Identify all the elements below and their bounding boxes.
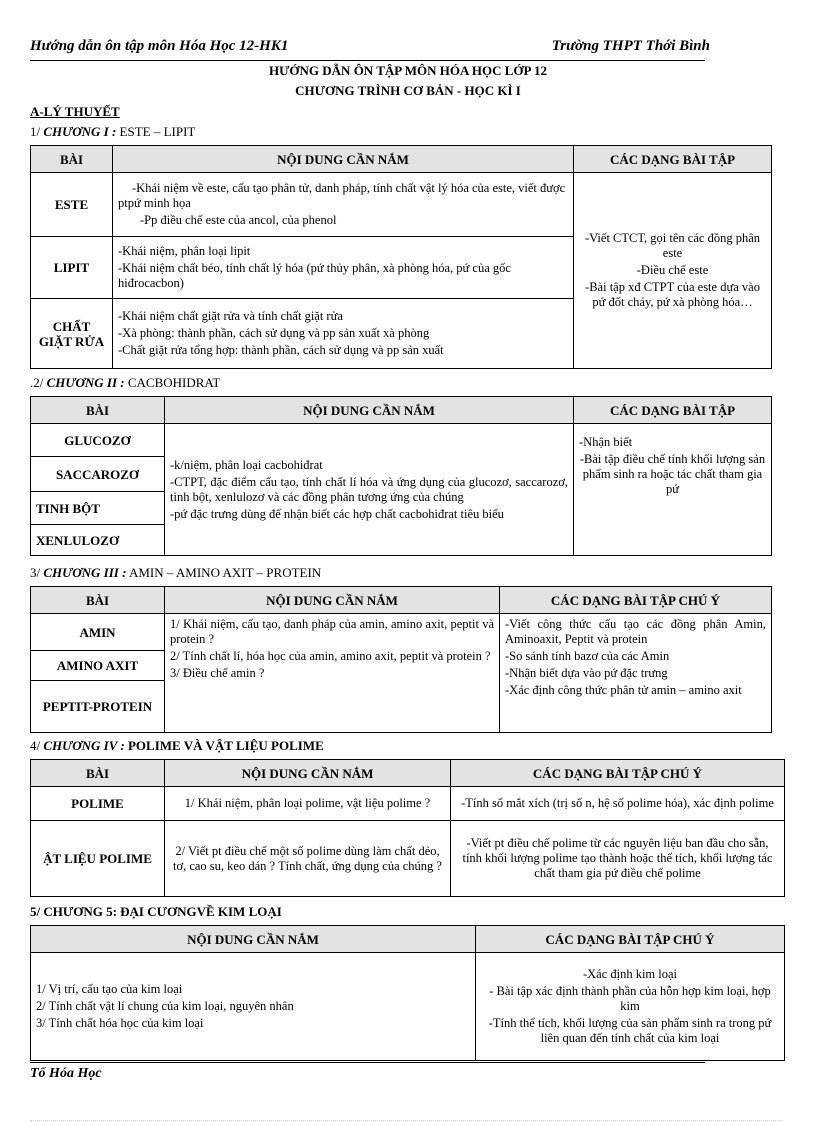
ch1-dang — [574, 173, 772, 369]
ch4-h-dang: CÁC DẠNG BÀI TẬP CHÚ Ý — [451, 760, 785, 787]
ch4-table — [30, 759, 785, 897]
ch1-dang2: -Điều chế este — [636, 263, 709, 277]
section-a — [30, 104, 120, 120]
ch3-h-bai: BÀI — [31, 587, 165, 614]
ch5-dang1: -Xác định kim loại — [582, 967, 678, 981]
ch5-nd — [31, 953, 476, 1061]
ch2-bai-1: SACCAROZƠ — [31, 457, 165, 492]
ch1-name: ESTE – LIPIT — [119, 124, 196, 139]
ch3-dang4: -Xác định công thức phân tử amin – amino axit — [505, 683, 742, 697]
doc-title-2: CHƯƠNG TRÌNH CƠ BẢN - HỌC KÌ I — [295, 83, 521, 98]
ch4-prefix: 4/ — [30, 738, 41, 753]
ch3-nd — [165, 614, 500, 733]
ch2-dang — [574, 424, 772, 556]
ch2-nd1: -k/niệm, phân loại cacbohiđrat — [170, 457, 323, 472]
ch3-dang3: -Nhận biết dựa vào pứ đặc trưng — [505, 666, 668, 680]
ch1-r1-nd — [113, 173, 574, 237]
ch3-heading — [30, 565, 321, 581]
ch4-h-nd: NỘI DUNG CẦN NẮM — [165, 760, 451, 787]
ch2-h-dang: CÁC DẠNG BÀI TẬP — [574, 397, 772, 424]
ch2-h-nd: NỘI DUNG CẦN NẮM — [165, 397, 574, 424]
ch1-h-nd: NỘI DUNG CẦN NẮM — [113, 146, 574, 173]
ch4-name: POLIME VÀ VẬT LIỆU POLIME — [127, 738, 324, 753]
section-a-title: A-LÝ THUYẾT — [30, 104, 120, 119]
page-bottom-rule — [30, 1120, 782, 1121]
ch1-heading — [30, 124, 195, 140]
ch5-title: 5/ CHƯƠNG 5: ĐẠI CƯƠNGVỀ KIM LOẠI — [30, 904, 282, 919]
ch4-r1-dang: -Tính số mắt xích (trị số n, hệ số polime hóa), xác định polime — [451, 787, 785, 821]
page-header — [30, 38, 782, 58]
ch1-r1-nd2: -Pp điều chế este của ancol, của phenol — [140, 213, 337, 227]
ch2-heading — [30, 375, 220, 391]
ch2-dang1: -Nhận biết — [579, 435, 633, 449]
ch2-bai-0: GLUCOZƠ — [31, 424, 165, 457]
ch3-dang1: -Viết công thức cấu tạo các đồng phân Amin, Aminoaxit, Peptit và protein — [505, 617, 766, 646]
ch2-nd — [165, 424, 574, 556]
ch2-label: CHƯƠNG II : — [46, 375, 125, 390]
footer-text: Tổ Hóa Học — [30, 1066, 102, 1081]
ch1-r2-bai: LIPIT — [31, 237, 113, 299]
ch4-r2-bai: ẬT LIỆU POLIME — [31, 821, 165, 897]
ch1-r3-nd1: -Khái niệm chất giặt rửa và tính chất giặt rửa — [118, 309, 343, 323]
ch4-r2-dang: -Viết pt điều chế polime từ các nguyên liệu ban đầu cho sẵn, tính khối lượng polime tạo thành hoặc thể tích, khối lượng tác chất tham gia pứ điều chế polime — [451, 821, 785, 897]
ch4-r1-bai: POLIME — [31, 787, 165, 821]
ch5-nd3: 3/ Tính chất hóa học của kim loại — [36, 1016, 204, 1030]
ch2-prefix: .2/ — [30, 375, 44, 390]
ch4-r1-nd: 1/ Khái niệm, phân loại polime, vật liệu polime ? — [165, 787, 451, 821]
ch1-r3-nd — [113, 299, 574, 369]
ch1-label: CHƯƠNG I : — [43, 124, 117, 139]
ch3-prefix: 3/ — [30, 565, 41, 580]
ch3-nd3: 3/ Điều chế amin ? — [170, 666, 265, 680]
ch2-bai-2: TINH BỘT — [31, 492, 165, 525]
header-left: Hướng dẫn ôn tập môn Hóa Học 12-HK1 — [30, 38, 289, 54]
ch5-dang2: - Bài tập xác định thành phần của hỗn hợp kim loại, hợp kim — [489, 984, 771, 1013]
ch3-dang — [500, 614, 772, 733]
ch1-r3-nd2: -Xà phòng: thành phần, cách sử dụng và pp sản xuất xà phòng — [118, 326, 430, 340]
ch1-table — [30, 145, 772, 369]
footer-rule — [30, 1062, 705, 1063]
ch1-dang1: -Viết CTCT, gọi tên các đồng phân este — [584, 231, 760, 260]
ch3-name: AMIN – AMINO AXIT – PROTEIN — [128, 565, 322, 580]
ch1-h-bai: BÀI — [31, 146, 113, 173]
ch1-r1-bai: ESTE — [31, 173, 113, 237]
ch3-bai-1: AMINO AXIT — [31, 651, 165, 681]
ch2-table — [30, 396, 772, 556]
ch3-nd1: 1/ Khái niệm, cấu tạo, danh pháp của amin, amino axit, peptit và protein ? — [170, 617, 494, 646]
ch1-h-dang: CÁC DẠNG BÀI TẬP — [574, 146, 772, 173]
ch1-r1-nd1: -Khái niệm về este, cấu tạo phân tử, danh pháp, tính chất vật lý hóa của este, viết được ptpứ minh họa — [118, 181, 566, 210]
ch5-h-nd: NỘI DUNG CẦN NẮM — [31, 926, 476, 953]
ch3-bai-0: AMIN — [31, 614, 165, 651]
ch5-dang — [476, 953, 785, 1061]
ch1-r2-nd — [113, 237, 574, 299]
ch1-r2-nd1: -Khái niệm, phân loại lipit — [118, 244, 251, 258]
ch2-h-bai: BÀI — [31, 397, 165, 424]
ch5-heading — [30, 904, 282, 920]
ch2-nd2: -CTPT, đặc điểm cấu tạo, tính chất lí hóa và ứng dụng của glucozơ, saccarozơ, tinh bột, xenlulozơ và các đồng phân tương ứng của chúng — [170, 474, 568, 504]
ch4-r2-nd: 2/ Viết pt điều chế một số polime dùng làm chất dẻo, tơ, cao su, keo dán ? Tính chất, ứng dụng của chúng ? — [165, 821, 451, 897]
ch3-dang2: -So sánh tính bazơ của các Amin — [505, 649, 670, 663]
ch1-dang3: -Bài tập xđ CTPT của este dựa vào pứ đốt cháy, pứ xà phòng hóa… — [585, 280, 760, 309]
ch1-prefix: 1/ — [30, 124, 41, 139]
ch3-nd2: 2/ Tính chất lí, hóa học của amin, amino axit, peptit và protein ? — [170, 649, 491, 663]
ch2-name: CACBOHIDRAT — [127, 375, 221, 390]
doc-title-1: HƯỚNG DẪN ÔN TẬP MÔN HÓA HỌC LỚP 12 — [268, 63, 548, 78]
header-rule — [30, 60, 705, 61]
header-right: Trường THPT Thới Bình — [551, 38, 710, 54]
ch4-label: CHƯƠNG IV : — [43, 738, 125, 753]
ch3-label: CHƯƠNG III : — [43, 565, 127, 580]
ch3-bai-2: PEPTIT-PROTEIN — [31, 681, 165, 733]
ch2-bai-3: XENLULOZƠ — [31, 525, 165, 556]
ch4-heading — [30, 738, 324, 754]
ch1-r3-bai: CHẤT GIẶT RỬA — [31, 299, 113, 369]
ch1-r3-nd3: -Chất giặt rửa tổng hợp: thành phần, cách sử dụng và pp sản xuất — [118, 343, 444, 357]
ch5-nd2: 2/ Tính chất vật lí chung của kim loại, nguyên nhân — [36, 999, 294, 1013]
ch4-h-bai: BÀI — [31, 760, 165, 787]
ch2-nd3: -pứ đặc trưng dùng để nhận biết các hợp chất cacbohiđrat tiêu biểu — [170, 506, 504, 521]
ch3-h-nd: NỘI DUNG CẦN NẮM — [165, 587, 500, 614]
ch5-table — [30, 925, 785, 1061]
ch1-r2-nd2: -Khái niệm chất béo, tính chất lý hóa (pứ thủy phân, xà phòng hóa, pứ của gốc hiđrocacbon) — [118, 261, 511, 290]
ch3-table — [30, 586, 772, 733]
ch2-dang2: -Bài tập điều chế tính khối lượng sản phẩm sinh ra hoặc tác chất tham gia pứ — [579, 452, 766, 496]
ch5-h-dang: CÁC DẠNG BÀI TẬP CHÚ Ý — [476, 926, 785, 953]
ch3-h-dang: CÁC DẠNG BÀI TẬP CHÚ Ý — [500, 587, 772, 614]
ch5-dang3: -Tính thể tích, khối lượng của sản phẩm sinh ra trong pứ liên quan đến tính chất của kim loại — [488, 1016, 772, 1045]
ch5-nd1: 1/ Vị trí, cấu tạo của kim loại — [36, 982, 183, 996]
